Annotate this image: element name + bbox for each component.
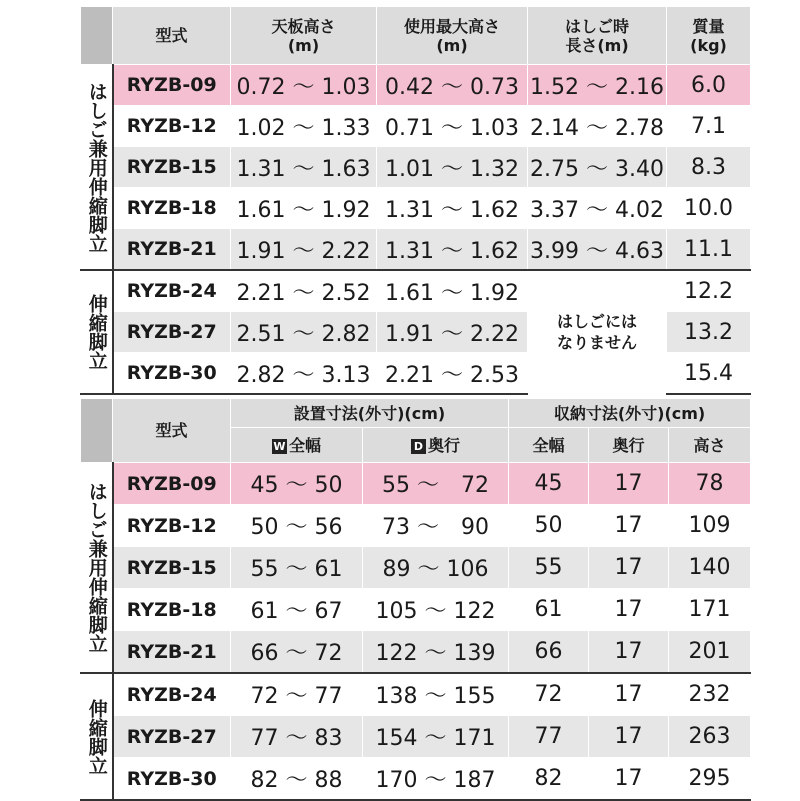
cell-weight: 11.1	[667, 229, 751, 271]
cell-weight: 6.0	[667, 65, 751, 106]
cell-install-width: 55 ～ 61	[231, 547, 363, 589]
cell-ladder-length: 2.14 ～ 2.78	[528, 106, 667, 147]
cell-install-depth: 73 ～ 90	[363, 505, 509, 547]
cell-table-height: 0.72 ～ 1.03	[231, 65, 377, 106]
cell-table-height: 2.51 ～ 2.82	[231, 312, 377, 353]
group-label-extension: 伸縮脚立	[81, 673, 113, 800]
cell-max-use-height: 1.91 ～ 2.22	[377, 312, 528, 353]
cell-table-height: 2.21 ～ 2.52	[231, 270, 377, 312]
cell-install-depth: 122 ～ 139	[363, 631, 509, 674]
cell-max-use-height: 0.71 ～ 1.03	[377, 106, 528, 147]
cell-model: RYZB-09	[113, 463, 231, 505]
table-row	[81, 716, 751, 758]
cell-storage-width: 55	[509, 547, 589, 589]
table-row	[81, 589, 751, 631]
cell-install-width: 50 ～ 56	[231, 505, 363, 547]
table-row	[81, 188, 751, 229]
table-row	[81, 758, 751, 801]
header-model: 型式	[113, 7, 231, 65]
table-row	[81, 463, 751, 505]
cell-install-depth: 138 ～ 155	[363, 673, 509, 716]
cell-model: RYZB-18	[113, 589, 231, 631]
cell-install-width: 82 ～ 88	[231, 758, 363, 801]
header-storage-dimensions: 収納寸法(外寸)(cm)	[509, 399, 751, 428]
cell-storage-height: 295	[669, 758, 751, 801]
cell-storage-depth: 17	[589, 589, 669, 631]
cell-install-depth: 170 ～ 187	[363, 758, 509, 801]
table-row	[81, 631, 751, 674]
header-corner	[81, 7, 113, 65]
header-storage-width: 全幅	[509, 428, 589, 463]
cell-max-use-height: 2.21 ～ 2.53	[377, 353, 528, 395]
cell-storage-height: 263	[669, 716, 751, 758]
cell-storage-width: 45	[509, 463, 589, 505]
cell-model: RYZB-15	[113, 547, 231, 589]
cell-weight: 8.3	[667, 147, 751, 188]
cell-table-height: 1.02 ～ 1.33	[231, 106, 377, 147]
d-badge-icon: D	[411, 439, 426, 454]
cell-install-depth: 55 ～ 72	[363, 463, 509, 505]
cell-max-use-height: 1.01 ～ 1.32	[377, 147, 528, 188]
group-label-ladder-combo: はしご兼用伸縮脚立	[81, 65, 113, 271]
header-install-depth: D 奥行	[363, 428, 509, 463]
header-model: 型式	[113, 399, 231, 463]
cell-storage-depth: 17	[589, 631, 669, 674]
header-install-dimensions: 設置寸法(外寸)(cm)	[231, 399, 509, 428]
cell-storage-depth: 17	[589, 758, 669, 801]
cell-storage-width: 82	[509, 758, 589, 801]
cell-model: RYZB-21	[113, 229, 231, 271]
cell-install-width: 61 ～ 67	[231, 589, 363, 631]
cell-table-height: 1.61 ～ 1.92	[231, 188, 377, 229]
cell-ladder-length: 3.99 ～ 4.63	[528, 229, 667, 271]
header-storage-depth: 奥行	[589, 428, 669, 463]
cell-storage-depth: 17	[589, 673, 669, 716]
cell-max-use-height: 1.31 ～ 1.62	[377, 188, 528, 229]
cell-storage-depth: 17	[589, 547, 669, 589]
cell-max-use-height: 1.31 ～ 1.62	[377, 229, 528, 271]
cell-model: RYZB-24	[113, 673, 231, 716]
cell-model: RYZB-12	[113, 505, 231, 547]
cell-storage-depth: 17	[589, 716, 669, 758]
table-row	[81, 229, 751, 271]
cell-storage-height: 140	[669, 547, 751, 589]
cell-table-height: 1.31 ～ 1.63	[231, 147, 377, 188]
cell-model: RYZB-30	[113, 758, 231, 801]
cell-table-height: 1.91 ～ 2.22	[231, 229, 377, 271]
cell-storage-depth: 17	[589, 463, 669, 505]
cell-install-depth: 154 ～ 171	[363, 716, 509, 758]
cell-model: RYZB-27	[113, 716, 231, 758]
cell-ladder-length: 1.52 ～ 2.16	[528, 65, 667, 106]
cell-storage-height: 78	[669, 463, 751, 505]
table-row	[81, 547, 751, 589]
cell-ladder-length: 3.37 ～ 4.02	[528, 188, 667, 229]
header-storage-height: 高さ	[669, 428, 751, 463]
cell-model: RYZB-18	[113, 188, 231, 229]
cell-storage-depth: 17	[589, 505, 669, 547]
cell-storage-width: 66	[509, 631, 589, 674]
cell-weight: 7.1	[667, 106, 751, 147]
header-weight: 質量 (kg)	[667, 7, 751, 65]
cell-storage-width: 50	[509, 505, 589, 547]
cell-storage-height: 109	[669, 505, 751, 547]
cell-storage-height: 232	[669, 673, 751, 716]
cell-model: RYZB-12	[113, 106, 231, 147]
cell-install-depth: 89 ～ 106	[363, 547, 509, 589]
cell-max-use-height: 0.42 ～ 0.73	[377, 65, 528, 106]
cell-storage-width: 72	[509, 673, 589, 716]
cell-storage-height: 201	[669, 631, 751, 674]
cell-weight: 10.0	[667, 188, 751, 229]
spec-table	[80, 6, 751, 395]
header-corner	[81, 399, 113, 463]
cell-weight: 13.2	[667, 312, 751, 353]
cell-weight: 15.4	[667, 353, 751, 395]
cell-model: RYZB-21	[113, 631, 231, 674]
cell-install-width: 77 ～ 83	[231, 716, 363, 758]
cell-storage-height: 171	[669, 589, 751, 631]
header-ladder-length: はしご時 長さ(m)	[528, 7, 667, 65]
w-badge-icon: W	[273, 439, 286, 453]
table-row	[81, 147, 751, 188]
cell-weight: 12.2	[667, 270, 751, 312]
cell-storage-width: 77	[509, 716, 589, 758]
header-install-width: W 全幅	[231, 428, 363, 463]
not-ladder-note: はしごには なりません	[528, 270, 667, 394]
table-row	[81, 270, 751, 312]
cell-install-depth: 105 ～ 122	[363, 589, 509, 631]
table-row	[81, 673, 751, 716]
table-row	[81, 106, 751, 147]
cell-model: RYZB-15	[113, 147, 231, 188]
cell-model: RYZB-09	[113, 65, 231, 106]
table-row	[81, 65, 751, 106]
header-table-height: 天板高さ (m)	[231, 7, 377, 65]
cell-model: RYZB-24	[113, 270, 231, 312]
cell-model: RYZB-27	[113, 312, 231, 353]
header-max-use-height: 使用最大高さ (m)	[377, 7, 528, 65]
cell-table-height: 2.82 ～ 3.13	[231, 353, 377, 395]
cell-ladder-length: 2.75 ～ 3.40	[528, 147, 667, 188]
cell-install-width: 66 ～ 72	[231, 631, 363, 674]
table-row	[81, 505, 751, 547]
dimension-table	[80, 398, 751, 801]
cell-max-use-height: 1.61 ～ 1.92	[377, 270, 528, 312]
group-label-extension: 伸縮脚立	[81, 270, 113, 394]
cell-install-width: 45 ～ 50	[231, 463, 363, 505]
group-label-ladder-combo: はしご兼用伸縮脚立	[81, 463, 113, 674]
cell-storage-width: 61	[509, 589, 589, 631]
cell-model: RYZB-30	[113, 353, 231, 395]
cell-install-width: 72 ～ 77	[231, 673, 363, 716]
